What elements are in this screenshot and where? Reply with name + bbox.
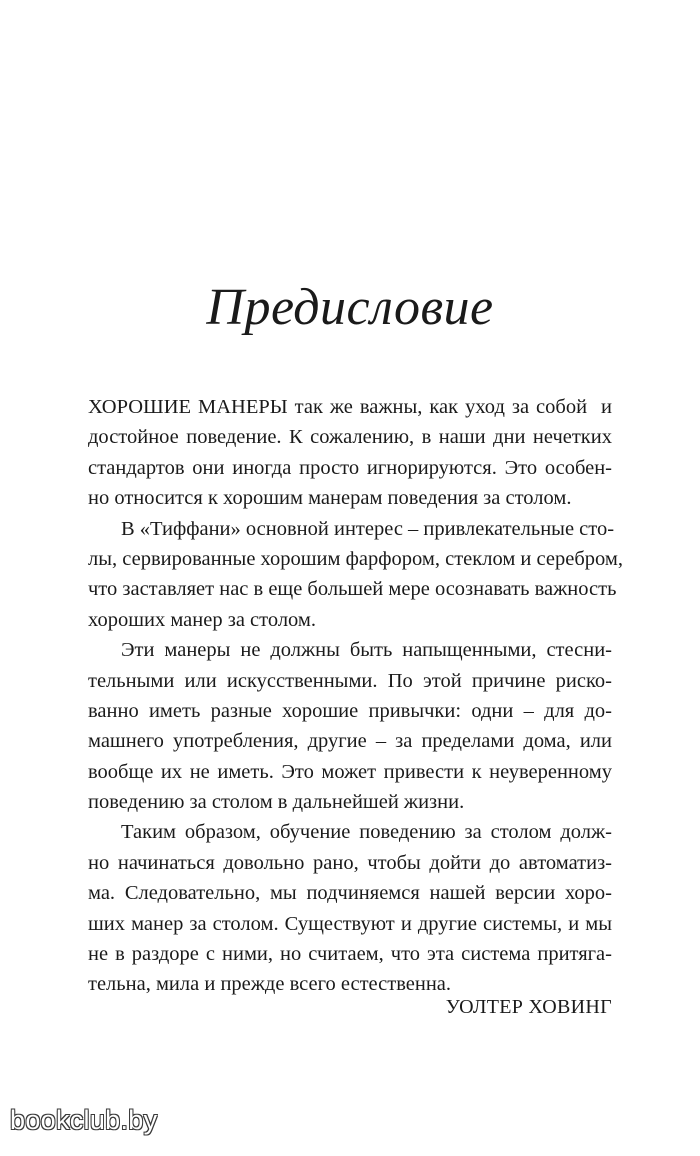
text-line: стандартов они иногда просто игнорируются. Это особен- xyxy=(88,456,612,479)
text-line: но начинаться довольно рано, чтобы дойти до автоматиз- xyxy=(88,851,612,874)
author-signature: УОЛТЕР ХОВИНГ xyxy=(445,996,612,1018)
text-line: машнего употребления, другие – за пределами дома, или xyxy=(88,730,612,753)
text-line: вообще их не иметь. Это может привести к неуверенному xyxy=(88,760,612,783)
text-line: не в раздоре с ними, но считаем, что эта система притяга- xyxy=(88,943,612,966)
paragraph-3 xyxy=(88,635,612,817)
text-line: тельными или искусственными. По этой причине риско- xyxy=(88,669,612,692)
text-line: ХОРОШИЕ МАНЕРЫ так же важны, как уход за собой и xyxy=(88,396,612,418)
preface-body xyxy=(88,392,623,1000)
text-line: В «Тиффани» основной интерес – привлекательные сто- xyxy=(121,517,615,540)
text-line: Таким образом, обучение поведению за столом долж- xyxy=(121,821,612,844)
text-line: ванно иметь разные хорошие привычки: одни – для до- xyxy=(88,699,612,722)
text-line: ма. Следовательно, мы подчиняемся нашей версии хоро- xyxy=(88,882,612,905)
text-line: но относится к хорошим манерам поведения за столом. xyxy=(88,487,572,510)
paragraph-4 xyxy=(88,817,612,999)
text-line: достойное поведение. К сожалению, в наши дни нечетких xyxy=(88,426,612,449)
page-title: Предисловие xyxy=(206,279,494,336)
text-line: ших манер за столом. Существуют и другие системы, и мы xyxy=(88,912,612,935)
text-line: Эти манеры не должны быть напыщенными, стесни- xyxy=(121,639,612,662)
text-line: что заставляет нас в еще большей мере осознавать важность xyxy=(88,578,617,601)
text-line: поведению за столом в дальнейшей жизни. xyxy=(88,791,465,814)
paragraph-1 xyxy=(88,392,612,514)
site-watermark: bookclub.by xyxy=(10,1105,158,1135)
text-line: лы, сервированные хорошим фарфором, стеклом и серебром, xyxy=(88,547,623,570)
text-line: хороших манер за столом. xyxy=(88,608,317,631)
text-line: тельна, мила и прежде всего естественна. xyxy=(88,973,452,996)
paragraph-2 xyxy=(88,514,623,636)
